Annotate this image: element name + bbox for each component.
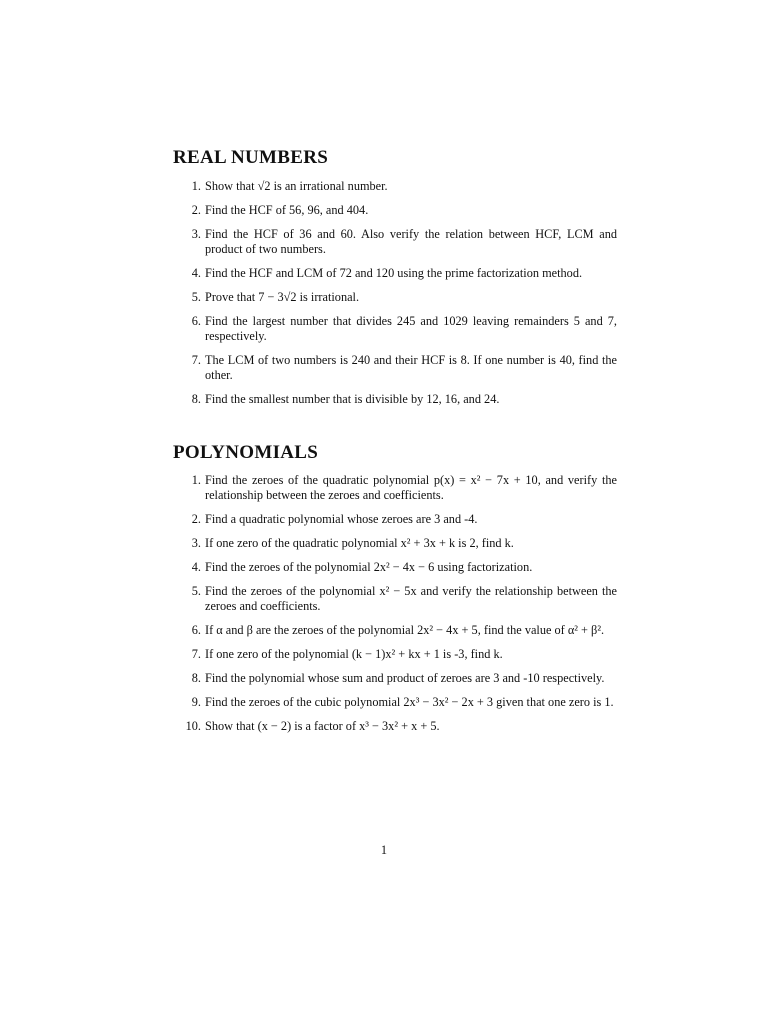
item-text: Find the zeroes of the quadratic polynomial p(x) = x² − 7x + 10, and verify the relationship between the zeroes and coefficients. — [205, 473, 617, 502]
list-item — [173, 392, 617, 407]
item-number: 8. — [191, 671, 201, 685]
item-number: 7. — [191, 647, 201, 661]
item-number: 9. — [191, 695, 201, 709]
list-item — [173, 719, 617, 734]
list-item — [173, 314, 617, 344]
item-number: 4. — [191, 266, 201, 280]
page-number: 1 — [380, 843, 388, 857]
item-number: 10. — [185, 719, 201, 733]
item-number: 2. — [191, 512, 201, 526]
item-text: Find the HCF of 36 and 60. Also verify the relation between HCF, LCM and product of two numbers. — [205, 227, 617, 256]
section-title-real-numbers: REAL NUMBERS — [173, 147, 329, 168]
list-item — [173, 560, 617, 575]
list-item — [173, 584, 617, 614]
item-text: Find the polynomial whose sum and product of zeroes are 3 and -10 respectively. — [205, 671, 605, 685]
item-number: 7. — [191, 353, 201, 367]
item-text: Find the zeroes of the polynomial 2x² − 4x − 6 using factorization. — [205, 560, 533, 574]
list-item — [173, 512, 617, 527]
item-number: 5. — [191, 290, 201, 304]
list-item — [173, 227, 617, 257]
item-text: Show that √2 is an irrational number. — [205, 179, 388, 193]
item-text: Show that (x − 2) is a factor of x³ − 3x² + x + 5. — [205, 719, 440, 733]
item-number: 8. — [191, 392, 201, 406]
list-item — [173, 623, 617, 638]
item-number: 3. — [191, 536, 201, 550]
list-item — [173, 695, 617, 710]
item-text: Find the HCF and LCM of 72 and 120 using the prime factorization method. — [205, 266, 583, 280]
item-text: If one zero of the quadratic polynomial x² + 3x + k is 2, find k. — [205, 536, 514, 550]
item-text: Prove that 7 − 3√2 is irrational. — [205, 290, 360, 304]
list-item — [173, 203, 617, 218]
polynomials-list — [173, 473, 617, 743]
list-item — [173, 290, 617, 305]
list-item — [173, 473, 617, 503]
real-numbers-list — [173, 179, 617, 416]
item-text: Find the zeroes of the polynomial x² − 5x and verify the relationship between the zeroes and coefficients. — [205, 584, 617, 613]
list-item — [173, 179, 617, 194]
list-item — [173, 536, 617, 551]
item-text: Find the zeroes of the cubic polynomial 2x³ − 3x² − 2x + 3 given that one zero is 1. — [205, 695, 614, 709]
item-number: 1. — [191, 473, 201, 487]
list-item — [173, 266, 617, 281]
item-number: 5. — [191, 584, 201, 598]
item-number: 4. — [191, 560, 201, 574]
list-item — [173, 671, 617, 686]
item-text: If α and β are the zeroes of the polynomial 2x² − 4x + 5, find the value of α² + β². — [205, 623, 605, 637]
item-text: Find the HCF of 56, 96, and 404. — [205, 203, 369, 217]
item-text: Find the smallest number that is divisible by 12, 16, and 24. — [205, 392, 500, 406]
item-text: If one zero of the polynomial (k − 1)x² + kx + 1 is -3, find k. — [205, 647, 503, 661]
list-item — [173, 647, 617, 662]
item-number: 6. — [191, 314, 201, 328]
item-text: The LCM of two numbers is 240 and their HCF is 8. If one number is 40, find the other. — [205, 353, 617, 382]
item-number: 2. — [191, 203, 201, 217]
section-title-polynomials: POLYNOMIALS — [173, 442, 319, 463]
item-number: 1. — [191, 179, 201, 193]
item-number: 3. — [191, 227, 201, 241]
item-text: Find the largest number that divides 245 and 1029 leaving remainders 5 and 7, respectively. — [205, 314, 617, 343]
list-item — [173, 353, 617, 383]
item-text: Find a quadratic polynomial whose zeroes are 3 and -4. — [205, 512, 478, 526]
item-number: 6. — [191, 623, 201, 637]
